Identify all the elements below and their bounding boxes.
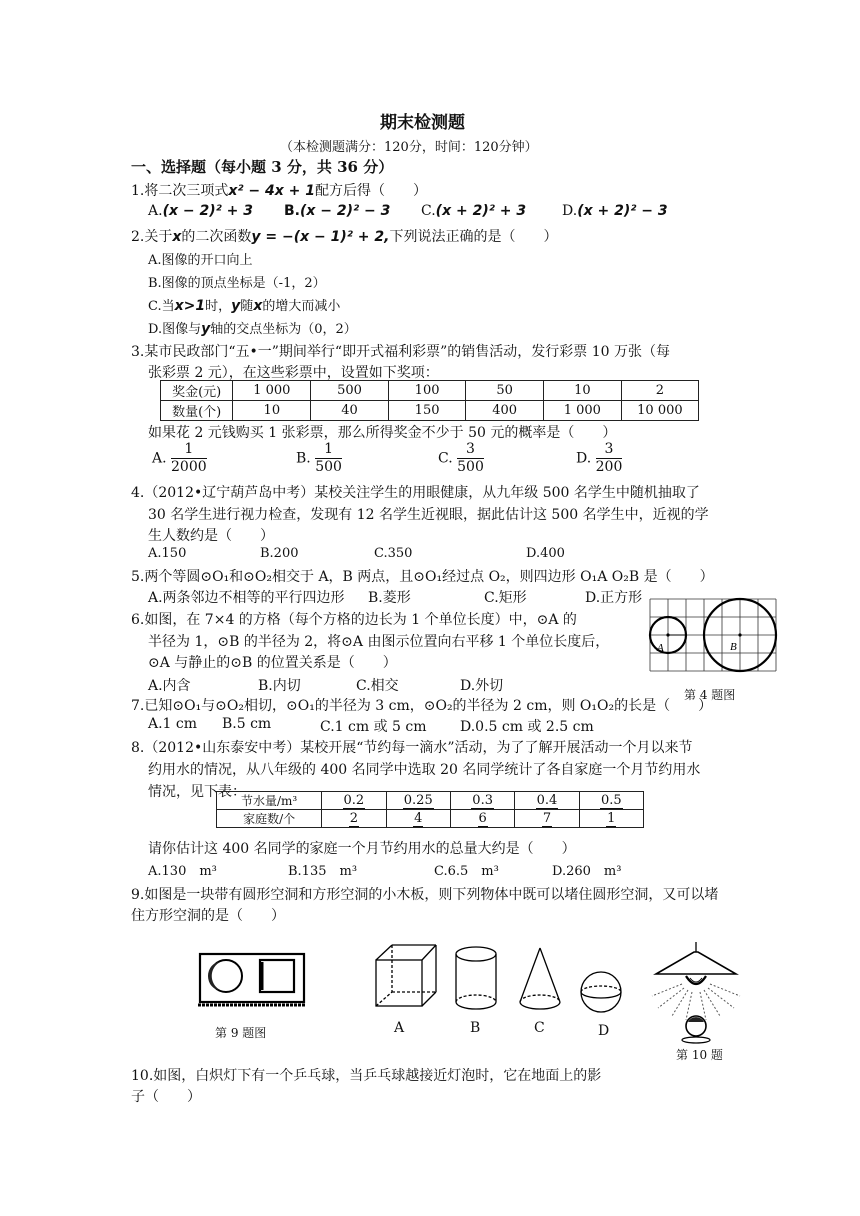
q2-option-b[interactable]: B.图像的顶点坐标是（-1，2）	[148, 276, 326, 291]
question-3-line-2: 张彩票 2 元），在这些彩票中，设置如下奖项：	[148, 365, 439, 381]
q3-option-c[interactable]	[438, 441, 484, 476]
numerator: 1	[315, 441, 342, 459]
square-hole	[260, 960, 294, 992]
cell-value: 0.25	[403, 793, 433, 808]
q8-option-d[interactable]: D.260 m³	[552, 864, 622, 879]
section-heading: 一、选择题（每小题 3 分，共 36 分）	[131, 158, 394, 176]
question-4-line-1: 4.（2012•辽宁葫芦岛中考）某校关注学生的用眼健康，从九年级 500 名学生中随机抽取了	[131, 485, 700, 501]
option-value: (x + 2)² + 3	[435, 203, 527, 219]
question-9-line-2: 住方形空洞的是（ ）	[131, 908, 285, 924]
q4-option-d[interactable]: D.400	[526, 546, 565, 561]
question-6-line-1: 6.如图，在 7×4 的方格（每个方格的边长为 1 个单位长度）中，⊙A 的	[131, 612, 577, 628]
q5-option-c[interactable]: C.矩形	[484, 590, 527, 606]
q1-option-c[interactable]	[421, 203, 526, 219]
q8-option-c[interactable]: C.6.5 m³	[434, 864, 499, 879]
option-value: (x − 2)² + 3	[162, 203, 253, 219]
cylinder-figure	[452, 944, 500, 1016]
q5-option-d[interactable]: D.正方形	[585, 590, 643, 606]
numerator: 3	[596, 441, 623, 459]
option-label: C.	[438, 450, 453, 467]
table-row	[217, 810, 644, 828]
q1-option-d[interactable]	[562, 203, 668, 219]
option-label: D.	[576, 450, 592, 467]
math: x>1	[174, 298, 206, 314]
text: 随	[240, 299, 254, 314]
denominator: 500	[457, 459, 484, 475]
table-cell: 1 000	[233, 381, 311, 401]
option-label: A.	[148, 203, 163, 219]
table-cell	[450, 792, 514, 810]
table-cell	[579, 810, 643, 828]
cell-value: 6	[478, 811, 487, 826]
table-cell: 10	[543, 381, 621, 401]
option-label: B.	[284, 203, 300, 219]
q4-option-c[interactable]: C.350	[374, 546, 413, 561]
label-a: A	[657, 642, 664, 654]
question-8-line-3: 情况，见下表：	[148, 784, 246, 800]
cell-value: 0.2	[343, 793, 365, 808]
question-4-line-2: 30 名学生进行视力检查，发现有 12 名学生近视眼，据此估计这 500 名学生中，近视的学	[148, 507, 709, 523]
q2-option-d[interactable]	[148, 318, 357, 337]
question-3-prompt: 如果花 2 元钱购买 1 张彩票，那么所得奖金不少于 50 元的概率是（ ）	[148, 425, 617, 441]
prize-table	[160, 380, 699, 421]
figure-10-caption: 第 10 题	[676, 1048, 723, 1062]
table-cell: 400	[466, 401, 544, 421]
table-cell	[515, 792, 579, 810]
option-value: (x + 2)² − 3	[577, 203, 668, 219]
cell-value: 4	[414, 811, 423, 826]
question-4-line-3: 生人数约是（ ）	[148, 528, 274, 544]
text: 轴的交点坐标为（0，2）	[210, 322, 357, 337]
table-cell: 1 000	[543, 401, 621, 421]
label-d: D	[598, 1023, 610, 1039]
question-3-line-1: 3.某市民政部门“五•一”期间举行“即开式福利彩票”的销售活动，发行彩票 10 万张（每	[131, 344, 670, 360]
table-header-cell: 家庭数/个	[217, 810, 322, 828]
cell-value: 0.4	[536, 793, 558, 808]
cell-value: 0.5	[600, 793, 622, 808]
denominator: 2000	[171, 459, 207, 475]
option-label: A.	[152, 450, 167, 467]
text: 时，	[205, 299, 232, 314]
q1-expression: x² − 4x + 1	[228, 183, 315, 199]
fraction	[171, 441, 207, 476]
circles-grid-figure	[645, 594, 785, 680]
label-a: A	[394, 1020, 405, 1036]
question-7: 7.已知⊙O₁与⊙O₂相切，⊙O₁的半径为 3 cm，⊙O₂的半径为 2 cm，则 O₁O₂的长是（ ）	[131, 698, 713, 714]
numerator: 3	[457, 441, 484, 459]
figure-9-caption: 第 9 题图	[215, 1026, 267, 1040]
label-b: B	[730, 641, 737, 653]
option-label: D.	[562, 203, 578, 219]
table-row	[161, 381, 699, 401]
label-c: C	[534, 1020, 545, 1036]
text: C.当	[148, 299, 175, 314]
cell-value: 1	[607, 811, 616, 826]
q4-option-b[interactable]: B.200	[260, 546, 299, 561]
cube-figure	[370, 940, 440, 1012]
question-10-line-1: 10.如图，白炽灯下有一个乒乓球，当乒乓球越接近灯泡时，它在地面上的影	[131, 1068, 602, 1084]
table-cell: 50	[466, 381, 544, 401]
label-b: B	[470, 1020, 481, 1036]
q7-option-b[interactable]: B.5 cm	[222, 716, 272, 732]
wood-board-figure	[196, 950, 310, 1008]
text: D.图像与	[148, 322, 202, 337]
math: y	[231, 298, 241, 314]
sphere-figure	[578, 968, 624, 1018]
math: y	[201, 321, 211, 337]
q2-stem-b: 的二次函数	[181, 229, 252, 245]
option-value: (x − 2)² − 3	[300, 203, 391, 219]
table-cell: 100	[388, 381, 466, 401]
light-rays	[652, 984, 740, 1020]
fraction	[315, 441, 342, 476]
option-label: C.	[421, 203, 436, 219]
text: 的增大而减小	[262, 299, 341, 314]
q5-option-b[interactable]: B.菱形	[368, 590, 411, 606]
question-8-line-2: 约用水的情况，从八年级的 400 名同学中选取 20 名同学统计了各自家庭一个月节约用水	[148, 762, 701, 778]
q2-variable: x	[172, 229, 182, 245]
table-cell: 150	[388, 401, 466, 421]
table-cell: 10 000	[621, 401, 698, 421]
q3-option-d[interactable]	[576, 441, 622, 476]
cone-figure	[516, 944, 564, 1016]
table-cell: 2	[621, 381, 698, 401]
figure-4-caption: 第 4 题图	[684, 688, 736, 702]
q2-option-a[interactable]: A.图像的开口向上	[148, 253, 253, 268]
numerator: 1	[171, 441, 207, 459]
q4-option-a[interactable]: A.150	[148, 546, 187, 561]
q6-option-d[interactable]: D.外切	[460, 678, 504, 694]
table-row	[161, 401, 699, 421]
q8-option-b[interactable]: B.135 m³	[288, 864, 358, 879]
question-6-line-3: ⊙A 与静止的⊙B 的位置关系是（ ）	[148, 655, 397, 671]
table-cell	[515, 810, 579, 828]
table-cell	[322, 810, 386, 828]
fraction	[457, 441, 484, 476]
table-cell: 500	[311, 381, 389, 401]
q7-option-d[interactable]: D.0.5 cm 或 2.5 cm	[460, 719, 594, 735]
q1-stem-b: 配方后得（ ）	[315, 183, 427, 199]
q3-option-a[interactable]	[152, 441, 207, 476]
q2-expression: y = −(x − 1)² + 2,	[251, 229, 390, 245]
table-header-cell: 节水量/m³	[217, 792, 322, 810]
denominator: 200	[595, 459, 623, 475]
q6-option-a[interactable]: A.内含	[148, 678, 191, 694]
q7-option-c[interactable]: C.1 cm 或 5 cm	[320, 719, 427, 735]
question-9-line-1: 9.如图是一块带有圆形空洞和方形空洞的小木板，则下列物体中既可以堵住圆形空洞，又可以堵	[131, 887, 719, 903]
question-8-prompt: 请你估计这 400 名同学的家庭一个月节约用水的总量大约是（ ）	[148, 841, 576, 857]
table-cell	[450, 810, 514, 828]
q3-option-b[interactable]	[296, 441, 342, 476]
question-6-line-2: 半径为 1，⊙B 的半径为 2，将⊙A 由图示位置向右平移 1 个单位长度后，	[148, 634, 610, 650]
table-cell	[579, 792, 643, 810]
page-title: 期末检测题	[380, 113, 465, 133]
lamp-ball-figure	[646, 940, 746, 1046]
table-cell	[386, 810, 450, 828]
question-8-line-1: 8.（2012•山东泰安中考）某校开展“节约每一滴水”活动，为了了解开展活动一个月以来节	[131, 740, 693, 756]
cell-value: 0.3	[472, 793, 493, 808]
question-1	[131, 180, 427, 200]
table-cell	[322, 792, 386, 810]
table-cell: 数量(个)	[161, 401, 233, 421]
q5-option-a[interactable]: A.两条邻边不相等的平行四边形	[148, 590, 345, 606]
q1-option-a[interactable]	[148, 203, 253, 219]
water-saving-table	[216, 791, 644, 828]
math: x	[253, 298, 263, 314]
option-label: B.	[296, 450, 311, 467]
q1-option-b[interactable]	[284, 203, 390, 219]
denominator: 500	[315, 459, 342, 475]
q2-stem-a: 2.关于	[131, 229, 173, 245]
table-cell: 40	[311, 401, 389, 421]
q6-option-c[interactable]: C.相交	[356, 678, 399, 694]
page-subtitle: （本检测题满分：120分，时间：120分钟）	[280, 140, 538, 155]
question-5: 5.两个等圆⊙O₁和⊙O₂相交于 A，B 两点，且⊙O₁经过点 O₂，则四边形 O₁A O₂B 是（ ）	[131, 569, 714, 585]
q7-option-a[interactable]: A.1 cm	[148, 716, 198, 732]
q8-option-a[interactable]: A.130 m³	[148, 864, 217, 879]
table-row	[217, 792, 644, 810]
cell-value: 2	[349, 811, 358, 826]
question-2	[131, 226, 557, 246]
q2-option-c[interactable]	[148, 295, 340, 314]
q6-option-b[interactable]: B.内切	[258, 678, 301, 694]
question-10-line-2: 子（ ）	[131, 1089, 201, 1105]
table-cell: 奖金(元)	[161, 381, 233, 401]
q2-stem-c: 下列说法正确的是（ ）	[389, 229, 558, 245]
cell-value: 7	[542, 811, 552, 826]
fraction	[596, 441, 623, 476]
table-cell	[386, 792, 450, 810]
q1-stem-a: 1.将二次三项式	[131, 183, 229, 199]
table-cell: 10	[233, 401, 311, 421]
